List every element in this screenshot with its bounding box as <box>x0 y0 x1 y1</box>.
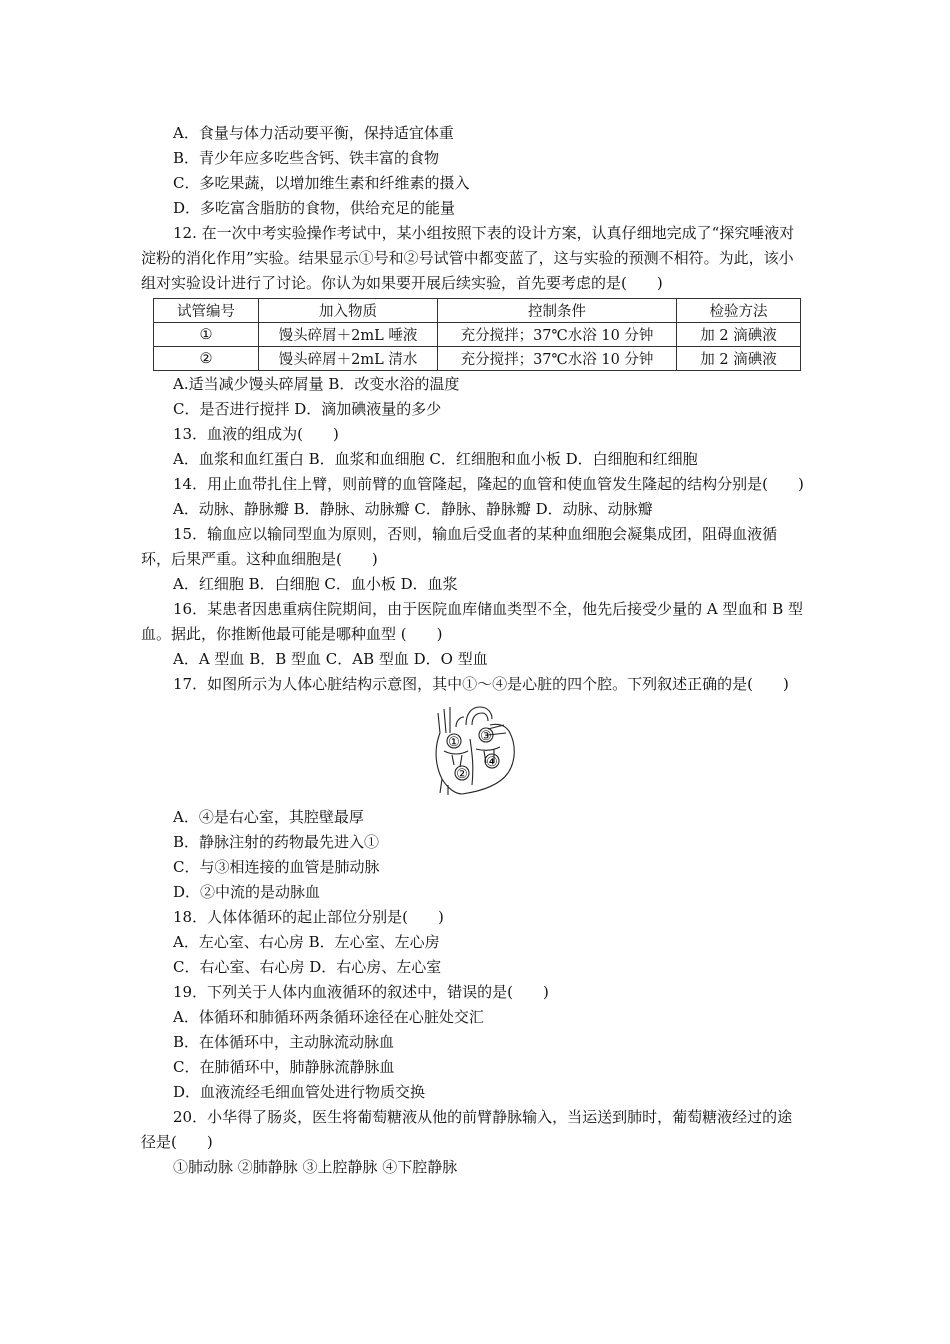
table-header-row <box>154 299 801 323</box>
q17-option-b: B．静脉注射的药物最先进入① <box>173 833 380 851</box>
q17-option-a: A．④是右心室，其腔壁最厚 <box>173 808 364 826</box>
q16-stem: 16．某患者因患重病住院期间，由于医院血库储血类型不全，他先后接受少量的 A 型血和 B 型血。据此，你推断他最可能是哪种血型 ( ) <box>141 600 804 643</box>
q19-option-a: A．体循环和肺循环两条循环途径在心脏处交汇 <box>173 1008 484 1026</box>
chamber-label-4: ④ <box>485 755 498 770</box>
q17-option-c: C．与③相连接的血管是肺动脉 <box>173 858 380 876</box>
q11-option-d: D．多吃富含脂肪的食物，供给充足的能量 <box>173 199 456 217</box>
q17-stem: 17．如图所示为人体心脏结构示意图，其中①～④是心脏的四个腔。下列叙述正确的是( ) <box>173 675 789 693</box>
q11-option-b: B．青少年应多吃些含钙、铁丰富的食物 <box>173 149 440 167</box>
q20-items: ①肺动脉 ②肺静脉 ③上腔静脉 ④下腔静脉 <box>173 1158 458 1176</box>
q17-option-d: D．②中流的是动脉血 <box>173 883 321 901</box>
page-content <box>141 121 806 1180</box>
q15-options: A．红细胞 B．白细胞 C．血小板 D．血浆 <box>173 575 458 593</box>
table-cell: 加 2 滴碘液 <box>677 347 801 371</box>
q12-experiment-table <box>153 298 801 371</box>
q20-stem: 20．小华得了肠炎，医生将葡萄糖液从他的前臂静脉输入，当运送到肺时，葡萄糖液经过的途径是( ) <box>141 1108 793 1151</box>
left-valve <box>476 747 500 750</box>
table-cell: 充分搅拌；37℃水浴 10 分钟 <box>438 347 677 371</box>
heart-diagram <box>426 703 522 797</box>
q18-options-cd: C．右心室、右心房 D．右心房、左心室 <box>173 958 442 976</box>
chamber-label-2: ② <box>455 767 468 782</box>
aorta-inner <box>472 713 488 725</box>
table-cell: ② <box>154 347 259 371</box>
heart-diagram-container <box>141 697 806 805</box>
q12-options-ab: A.适当减少馒头碎屑量 B．改变水浴的温度 <box>173 375 460 393</box>
table-header: 加入物质 <box>259 299 438 323</box>
q12-stem: 12. 在一次中考实验操作考试中，某小组按照下表的设计方案，认真仔细地完成了“探究唾液对淀粉的消化作用”实验。结果显示①号和②号试管中都变蓝了，这与实验的预测不相符。为此，该小组对实验设计进行了讨论。你认为如果要开展后续实验，首先要考虑的是( ) <box>141 224 795 292</box>
table-cell: ① <box>154 323 259 347</box>
q18-options-ab: A．左心室、右心房 B．左心室、左心房 <box>173 933 440 951</box>
q19-stem: 19．下列关于人体内血液循环的叙述中，错误的是( ) <box>173 983 549 1001</box>
table-cell: 馒头碎屑＋2mL 清水 <box>259 347 438 371</box>
q11-option-a: A．食量与体力活动要平衡，保持适宜体重 <box>173 124 454 142</box>
table-row <box>154 323 801 347</box>
q11-option-c: C．多吃果蔬，以增加维生素和纤维素的摄入 <box>173 174 470 192</box>
table-row <box>154 347 801 371</box>
aorta-arch <box>466 707 492 725</box>
table-cell: 馒头碎屑＋2mL 唾液 <box>259 323 438 347</box>
q18-stem: 18．人体体循环的起止部位分别是( ) <box>173 908 444 926</box>
pulmonary-artery <box>456 717 464 727</box>
superior-vena-cava <box>438 707 450 733</box>
q19-option-d: D．血液流经毛细血管处进行物质交换 <box>173 1083 426 1101</box>
q19-option-c: C．在肺循环中，肺静脉流静脉血 <box>173 1058 395 1076</box>
q14-options: A．动脉、静脉瓣 B．静脉、动脉瓣 C．静脉、静脉瓣 D．动脉、动脉瓣 <box>173 500 653 518</box>
chamber-label-1: ① <box>447 735 460 750</box>
chordae-right <box>452 755 462 767</box>
q19-option-b: B．在体循环中，主动脉流动脉血 <box>173 1033 395 1051</box>
right-valve <box>444 751 468 754</box>
q12-options-cd: C．是否进行搅拌 D．滴加碘液量的多少 <box>173 400 442 418</box>
q13-stem: 13．血液的组成为( ) <box>173 425 339 443</box>
q14-stem: 14．用止血带扎住上臂，则前臂的血管隆起，隆起的血管和使血管发生隆起的结构分别是( ) <box>173 475 804 493</box>
table-header: 控制条件 <box>438 299 677 323</box>
q15-stem: 15．输血应以输同型血为原则，否则，输血后受血者的某种血细胞会凝集成团，阻碍血液循环，后果严重。这种血细胞是( ) <box>141 525 778 568</box>
table-cell: 加 2 滴碘液 <box>677 323 801 347</box>
table-header: 试管编号 <box>154 299 259 323</box>
chamber-label-3: ③ <box>479 729 492 744</box>
q16-options: A．A 型血 B．B 型血 C．AB 型血 D．O 型血 <box>173 650 488 668</box>
table-header: 检验方法 <box>677 299 801 323</box>
table-cell: 充分搅拌；37℃水浴 10 分钟 <box>438 323 677 347</box>
q13-options: A．血浆和血红蛋白 B．血浆和血细胞 C．红细胞和血小板 D．白细胞和红细胞 <box>173 450 698 468</box>
septum <box>470 739 473 785</box>
